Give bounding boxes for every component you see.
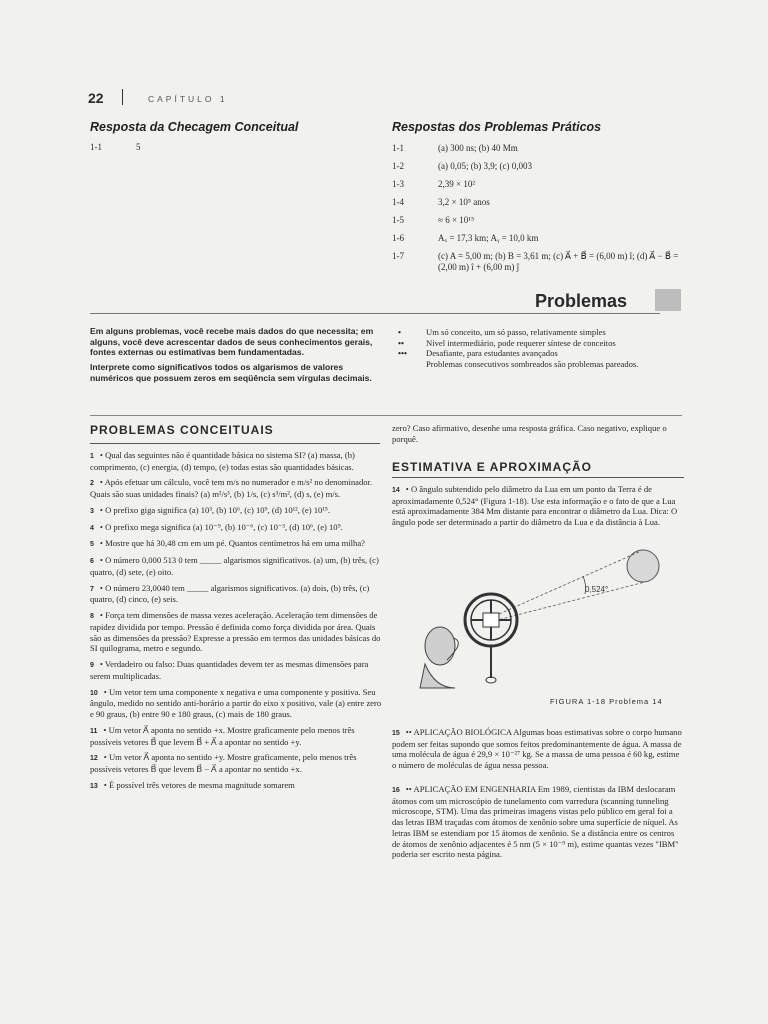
practice-answers-title: Respostas dos Problemas Práticos (392, 120, 602, 134)
problem-number: 7 (90, 585, 94, 593)
list-item (392, 161, 692, 171)
problem-item (90, 610, 382, 654)
difficulty-mark (398, 359, 426, 370)
heading-rule (392, 477, 684, 478)
problem-text: • O ângulo subtendido pelo diâmetro da Lua em um ponto da Terra é de aproximadamente 0,524° (Figura 1-18). Use esta informação e o fato de que a Lua está aproximadamente 384 Mm distante para encontrar o diâmetro da Lua. Dica: O ângulo pode ser determinado a partir do diâmetro da Lua e da distância à Lua. (392, 484, 678, 528)
practice-answers-list (392, 143, 692, 280)
legend-item (398, 359, 683, 370)
problem-item (90, 477, 382, 499)
problem-number: 5 (90, 541, 94, 549)
problem-item (90, 725, 382, 747)
problem-15 (392, 727, 684, 771)
problems-intro (90, 326, 382, 384)
problems-title: Problemas (535, 291, 628, 311)
problem-number: 8 (90, 613, 94, 621)
legend-item (398, 348, 683, 359)
problem-text: • O prefixo mega significa (a) 10⁻⁹, (b) 10⁻⁶, (c) 10⁻³, (d) 10⁶, (e) 10⁹. (99, 521, 343, 532)
legend-item (398, 338, 683, 349)
answer-key: 1-5 (392, 215, 404, 225)
conceptual-problems-title: PROBLEMAS CONCEITUAIS (90, 423, 274, 437)
conceptual-check-answer (90, 142, 290, 153)
answer-value: 2,39 × 10² (438, 179, 476, 189)
problem-text: • É possível três vetores de mesma magnitude somarem (103, 779, 295, 790)
answer-value: (a) 300 ns; (b) 40 Mm (438, 143, 518, 153)
answer-value: 5 (136, 142, 141, 152)
answer-key: 1-7 (392, 251, 404, 261)
problem-number: 11 (90, 727, 98, 735)
answer-key: 1-4 (392, 197, 404, 207)
problem-number: 3 (90, 507, 94, 515)
problem-item (90, 555, 382, 577)
conceptual-check-title: Resposta da Checagem Conceitual (90, 120, 299, 134)
problems-rule (90, 313, 660, 314)
problem-number: 4 (90, 524, 94, 532)
answer-value: Aₓ = 17,3 km; Aᵧ = 10,0 km (438, 233, 539, 243)
problem-item (90, 505, 382, 517)
chapter-label: CAPÍTULO 1 (148, 94, 228, 104)
moon-angle-figure (415, 548, 665, 693)
problem-text: • Verdadeiro ou falso: Duas quantidades devem ter as mesmas dimensões para serem multiplicadas. (90, 659, 369, 681)
legend-item (398, 327, 683, 338)
intro-paragraph: Interprete como significativos todos os algarismos de valores numéricos que possuem zeros em seqüência sem vírgulas decimais. (90, 362, 372, 383)
problem-text: • Um vetor tem uma componente x negativa e uma componente y positiva. Seu ângulo, medido no sentido anti-horário a partir do eixo x positivo, vale (a) entre zero e 90 graus, (b) entre 90 e 180 graus, (c) mais de 180 graus. (90, 686, 382, 720)
problem-number: 2 (90, 480, 94, 488)
problem-text: • Após efetuar um cálculo, você tem m/s no numerador e m/s² no denominador. Quais são suas unidades finais? (a) m²/s³, (b) 1/s, (c) s³/m², (d) s, (e) m/s. (90, 477, 373, 500)
intro-paragraph: Em alguns problemas, você recebe mais dados do que necessita; em alguns, você deve acrescentar dados de seus conhecimentos gerais, fontes externas ou estimativas bem fundamentadas. (90, 326, 374, 358)
difficulty-legend (398, 327, 683, 370)
list-item (392, 233, 692, 243)
list-item (392, 197, 692, 207)
answer-value: 3,2 × 10⁵ anos (438, 197, 490, 207)
problem-item (90, 583, 382, 605)
problem-text: • Um vetor A⃗ aponta no sentido +y. Mostre graficamente, pelo menos três possíveis vetores B⃗ que levem B⃗ − A⃗ a apontar no sentido +x. (90, 752, 357, 775)
section-rule (90, 415, 682, 416)
problem-number: 9 (90, 662, 94, 670)
problem-text: • Força tem dimensões de massa vezes aceleração. Aceleração tem dimensões de rapidez dividida por tempo. Pressão é definida como força dividida por área. Quais são as dimensões da pressão? Expresse a pressão em termos das unidades básicas do SI quilograma, metro e segundo. (90, 610, 381, 654)
answer-key: 1-1 (90, 142, 102, 152)
answer-key: 1-3 (392, 179, 404, 189)
answer-value: (c) A = 5,00 m; (b) B = 3,61 m; (c) A⃗ + B⃗ = (6,00 m) î; (d) A⃗ − B⃗ = (2,00 m) î + (6,00 m) ĵ (438, 251, 679, 272)
answer-value: ≈ 6 × 10¹⁵ (438, 215, 475, 225)
list-item (392, 251, 692, 272)
problem-number: 12 (90, 755, 98, 763)
problem-text: • Mostre que há 30,48 cm em um pé. Quantos centímetros há em uma milha? (99, 538, 365, 549)
problem-item (90, 659, 382, 681)
difficulty-mark: •• (398, 337, 405, 348)
problem-item (90, 752, 382, 774)
problem-item (90, 538, 382, 550)
answer-key: 1-2 (392, 161, 404, 171)
problem-number: 16 (392, 787, 400, 794)
problem-text: • Qual das seguintes não é quantidade básica no sistema SI? (a) massa, (b) comprimento, (c) energia, (d) tempo, (e) todas estas são quantidades básicas. (90, 450, 355, 472)
problems-tab-decoration (655, 289, 681, 311)
angle-label: 0,524° (585, 585, 609, 594)
legend-text: Nível intermediário, pode requerer síntese de conceitos (426, 337, 616, 348)
person-head-illustration (425, 627, 455, 665)
problem-text: • O número 23,0040 tem _____ algarismos significativos. (a) dois, (b) três, (c) quatro, (d) cinco, (e) seis. (90, 582, 370, 605)
problem-item (90, 687, 382, 720)
legend-text: Um só conceito, um só passo, relativamente simples (426, 327, 606, 337)
problem-number: 14 (392, 487, 400, 494)
page-number: 22 (88, 90, 104, 106)
estimation-title: ESTIMATIVA E APROXIMAÇÃO (392, 460, 593, 474)
header-divider (122, 89, 123, 105)
difficulty-mark: • (398, 327, 402, 337)
problem-item (90, 450, 382, 472)
heading-rule (90, 443, 380, 444)
figure-caption: FIGURA 1-18 Problema 14 (550, 697, 663, 706)
problem-number: 13 (90, 782, 98, 790)
problem-item (90, 780, 382, 792)
problem-number: 15 (392, 730, 400, 737)
answer-value: (a) 0,05; (b) 3,9; (c) 0,003 (438, 161, 532, 171)
problem-text: • O prefixo giga significa (a) 10³, (b) 10⁶, (c) 10⁹, (d) 10¹², (e) 10¹⁵. (99, 504, 331, 515)
list-item (392, 179, 692, 189)
problem-text: • Um vetor A⃗ aponta no sentido +x. Mostre graficamente pelo menos três possíveis vetores B⃗ que levem B⃗ + A⃗ a apontar no sentido +y. (90, 724, 355, 747)
problem-text: • O número 0,000 513 0 tem _____ algarismos significativos. (a) um, (b) três, (c) quatro, (d) sete, (e) oito. (90, 555, 379, 577)
list-item (392, 143, 692, 153)
problem-number: 10 (90, 689, 98, 697)
problem-number: 6 (90, 558, 94, 566)
legend-text: Problemas consecutivos sombreados são problemas pareados. (426, 359, 639, 370)
problem-text: •• APLICAÇÃO EM ENGENHARIA Em 1989, cientistas da IBM deslocaram átomos com um microscópio de tunelamento com varredura (scanning tunneling microscope, STM). Uma das primeiras imagens vistas pelo público em geral foi a das letras IBM traçadas com átomos de xenônio sobre uma superfície de níquel. As letras IBM se estendiam por 15 átomos de xenônio. Se a distância entre os centros de átomos de xenônio adjacentes é 5 nm (5 × 10⁻⁹ m), estime quantas vezes "IBM" poderia ser escrito nesta página. (392, 784, 679, 860)
legend-text: Desafiante, para estudantes avançados (426, 348, 558, 359)
problem-item (90, 522, 382, 534)
problem-16 (392, 784, 684, 860)
problem-text: •• APLICAÇÃO BIOLÓGICA Algumas boas estimativas sobre o corpo humano podem ser feitas supondo que somos feitos predominantemente de água. A massa de uma molécula de água é 29,9 × 10⁻²⁷ kg. Se a massa de uma pessoa é 60 kg, estime o número de moléculas de água nessa pessoa. (392, 727, 682, 771)
problem-14 (392, 484, 684, 528)
problem-13-continuation: zero? Caso afirmativo, desenhe uma resposta gráfica. Caso negativo, explique o porquê. (392, 423, 667, 444)
conceptual-problems-list (90, 450, 382, 797)
answer-key: 1-1 (392, 143, 404, 153)
answer-key: 1-6 (392, 233, 404, 243)
list-item (392, 215, 692, 225)
problem-number: 1 (90, 453, 94, 460)
difficulty-mark: ••• (398, 348, 408, 359)
